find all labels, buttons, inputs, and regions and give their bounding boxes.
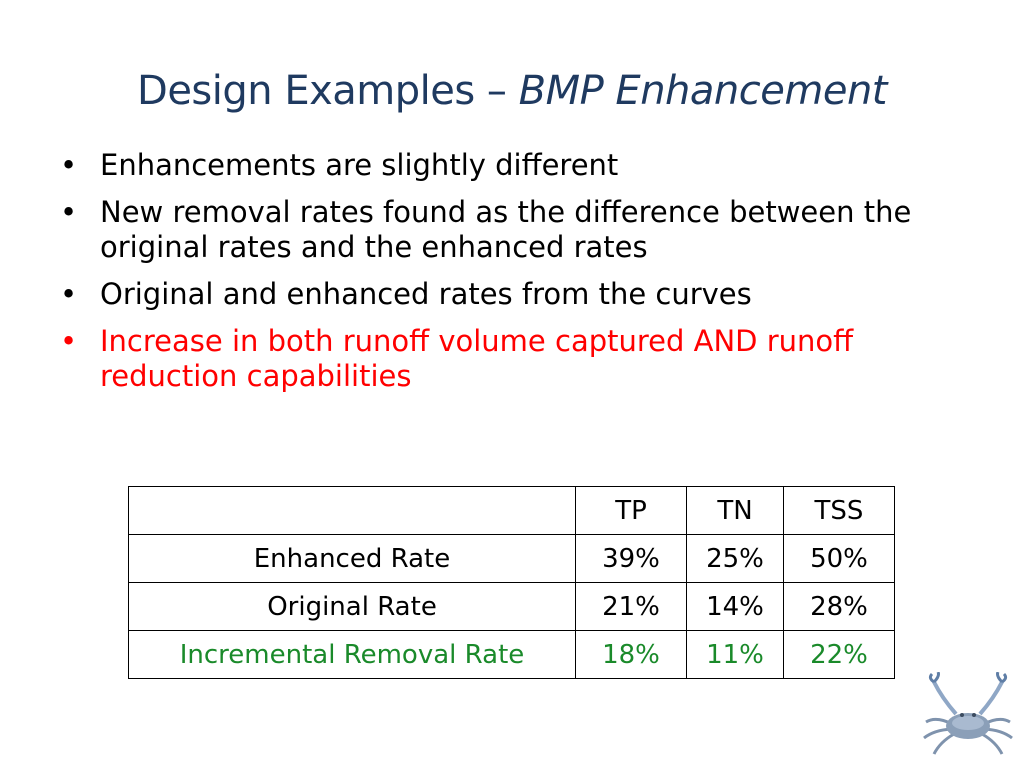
table-cell: Enhanced Rate <box>129 535 576 583</box>
bullet-item-highlighted <box>60 324 960 394</box>
table-cell: Incremental Removal Rate <box>129 631 576 679</box>
table-row <box>129 535 895 583</box>
bullet-text: New removal rates found as the difference between the original rates and the enhanced rates <box>100 195 912 264</box>
bullet-text: Increase in both runoff volume captured AND runoff reduction capabilities <box>100 324 854 393</box>
blue-crab-icon <box>918 672 1018 762</box>
table-header-row <box>129 487 895 535</box>
table-header-cell <box>129 487 576 535</box>
table-cell: Original Rate <box>129 583 576 631</box>
slide-title <box>0 68 1024 114</box>
bullet-dot: • <box>60 195 78 229</box>
bullet-dot: • <box>60 324 78 358</box>
bullet-item <box>60 148 960 183</box>
title-plain: Design Examples – <box>137 68 519 114</box>
table-cell: 22% <box>784 631 895 679</box>
table-cell: 28% <box>784 583 895 631</box>
bullet-item <box>60 195 960 265</box>
table-header-cell: TP <box>576 487 687 535</box>
title-italic: BMP Enhancement <box>518 68 887 114</box>
table-cell: 39% <box>576 535 687 583</box>
table-cell: 50% <box>784 535 895 583</box>
bullet-dot: • <box>60 277 78 311</box>
table-cell: 14% <box>687 583 784 631</box>
bullet-item <box>60 277 960 312</box>
table-cell: 21% <box>576 583 687 631</box>
bullet-dot: • <box>60 148 78 182</box>
table-cell: 11% <box>687 631 784 679</box>
table-row-highlighted <box>129 631 895 679</box>
table-row <box>129 583 895 631</box>
table-header-cell: TSS <box>784 487 895 535</box>
bullet-list <box>60 148 960 406</box>
bullet-text: Original and enhanced rates from the curves <box>100 277 752 311</box>
table-cell: 18% <box>576 631 687 679</box>
bullet-text: Enhancements are slightly different <box>100 148 619 182</box>
removal-rate-table <box>128 486 895 679</box>
table-cell: 25% <box>687 535 784 583</box>
table-header-cell: TN <box>687 487 784 535</box>
